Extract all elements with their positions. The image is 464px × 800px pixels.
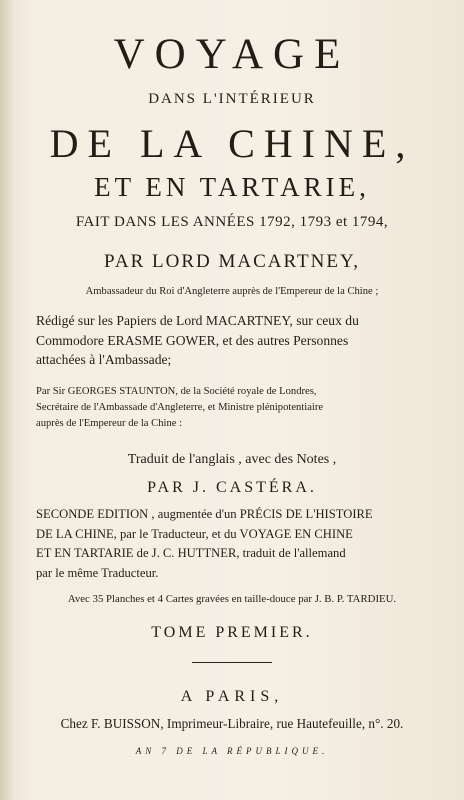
redige-paragraph	[36, 311, 436, 370]
volume-label: TOME PREMIER.	[151, 624, 313, 641]
title-years: FAIT DANS LES ANNÉES 1792, 1793 et 1794,	[75, 214, 389, 230]
second-edition-paragraph	[36, 505, 436, 583]
imprint-date: AN 7 DE LA RÉPUBLIQUE.	[135, 746, 329, 756]
title-voyage: VOYAGE	[113, 31, 351, 78]
plates-note: Avec 35 Planches et 4 Cartes gravées en taille-douce par J. B. P. TARDIEU.	[67, 593, 397, 605]
seconde-line-2: DE LA CHINE, par le Traducteur, et du VOYAGE EN CHINE	[36, 526, 353, 541]
seconde-line-4: par le même Traducteur.	[36, 565, 159, 580]
redige-line-1: Rédigé sur les Papiers de Lord MACARTNEY, sur ceux du	[36, 313, 359, 328]
translated-from: Traduit de l'anglais , avec des Notes ,	[127, 452, 337, 467]
divider-rule	[192, 662, 272, 663]
staunton-paragraph	[36, 384, 436, 432]
staunton-line-2: Secrétaire de l'Ambassade d'Angleterre, et Ministre plénipotentiaire	[36, 401, 324, 413]
title-dans-linterieur: DANS L'INTÉRIEUR	[148, 91, 316, 107]
imprint-publisher: Chez F. BUISSON, Imprimeur-Libraire, rue Hautefeuille, n°. 20.	[60, 716, 404, 731]
title-et-en-tartarie: ET EN TARTARIE,	[94, 172, 370, 202]
translator-name: PAR J. CASTÉRA.	[147, 479, 317, 496]
imprint-city: A PARIS,	[180, 688, 284, 705]
seconde-line-3: ET EN TARTARIE de J. C. HUTTNER, traduit de l'allemand	[36, 546, 346, 561]
seconde-line-1: SECONDE EDITION , augmentée d'un PRÉCIS DE L'HISTOIRE	[36, 507, 373, 521]
title-de-la-chine: DE LA CHINE,	[49, 121, 415, 166]
staunton-line-3: auprès de l'Empereur de la Chine :	[36, 417, 183, 429]
author-name: PAR LORD MACARTNEY,	[104, 251, 360, 272]
staunton-line-1: Par Sir GEORGES STAUNTON, de la Société royale de Londres,	[36, 386, 317, 397]
redige-line-3: attachées à l'Ambassade;	[36, 352, 172, 368]
redige-line-2: Commodore ERASME GOWER, et des autres Personnes	[36, 332, 349, 348]
author-role: Ambassadeur du Roi d'Angleterre auprès de l'Empereur de la Chine ;	[85, 286, 379, 297]
